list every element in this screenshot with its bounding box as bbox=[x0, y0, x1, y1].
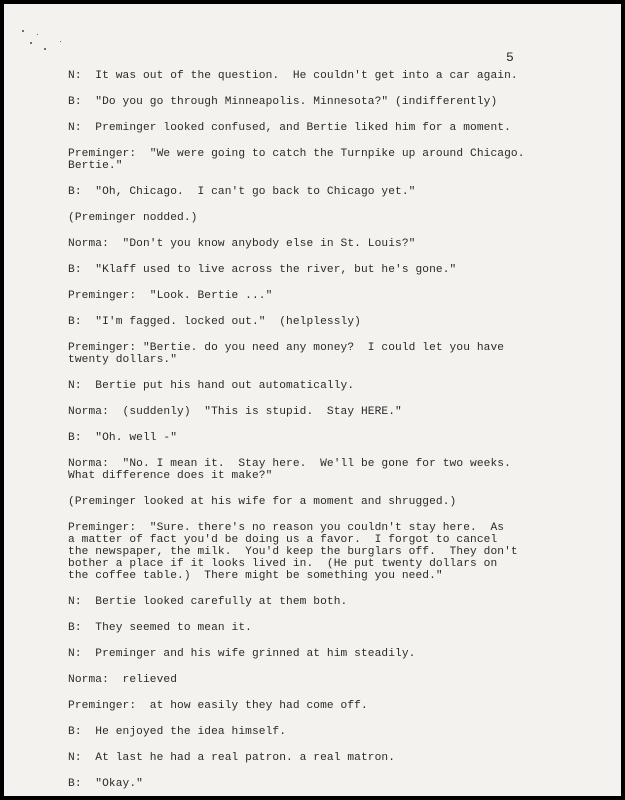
text-line: N: It was out of the question. He couldn't get into a car again. bbox=[68, 70, 518, 82]
text-line: Preminger: "Bertie. do you need any money? I could let you have twenty dollars." bbox=[68, 342, 505, 366]
text-line: Norma: relieved bbox=[68, 674, 178, 686]
text-line: B: "Do you go through Minneapolis. Minnesota?" (indifferently) bbox=[68, 96, 498, 108]
text-line: (Preminger nodded.) bbox=[68, 212, 198, 224]
text-line: B: He enjoyed the idea himself. bbox=[68, 726, 287, 738]
text-line: B: "Oh. well -" bbox=[68, 432, 178, 444]
text-line: B: "I'm fagged. locked out." (helplessly) bbox=[68, 316, 361, 328]
text-line: B: "Klaff used to live across the river, but he's gone." bbox=[68, 264, 457, 276]
ink-speck bbox=[44, 48, 46, 50]
text-line: B: They seemed to mean it. bbox=[68, 622, 252, 634]
manuscript-text bbox=[68, 70, 588, 790]
text-line: (Preminger looked at his wife for a moment and shrugged.) bbox=[68, 496, 457, 508]
text-line: Norma: (suddenly) "This is stupid. Stay HERE." bbox=[68, 406, 402, 418]
ink-speck bbox=[37, 34, 38, 35]
ink-speck bbox=[60, 41, 61, 42]
text-line: Preminger: "Look. Bertie ..." bbox=[68, 290, 273, 302]
ink-speck bbox=[22, 30, 24, 32]
typewritten-page bbox=[4, 4, 621, 796]
text-line: N: Bertie put his hand out automatically. bbox=[68, 380, 355, 392]
text-line: Preminger: at how easily they had come off. bbox=[68, 700, 368, 712]
ink-speck bbox=[30, 42, 32, 44]
text-line: N: Preminger looked confused, and Bertie liked him for a moment. bbox=[68, 122, 511, 134]
text-line: N: Preminger and his wife grinned at him steadily. bbox=[68, 648, 416, 660]
text-line: Norma: "No. I mean it. Stay here. We'll be gone for two weeks. What difference does it make?" bbox=[68, 458, 511, 482]
text-line: N: Bertie looked carefully at them both. bbox=[68, 596, 348, 608]
text-line: Preminger: "We were going to catch the Turnpike up around Chicago. Bertie." bbox=[68, 148, 525, 172]
text-line: B: "Oh, Chicago. I can't go back to Chicago yet." bbox=[68, 186, 416, 198]
text-line: N: At last he had a real patron. a real matron. bbox=[68, 752, 396, 764]
text-line: Preminger: "Sure. there's no reason you couldn't stay here. As a matter of fact you'd be doing us a favor. I forgot to cancel the newspaper, the milk. You'd keep the burglars off. They don't bother a place if it looks lived in. (He put twenty dollars on the coffee table.) There might be something you need." bbox=[68, 522, 518, 582]
text-line: Norma: "Don't you know anybody else in St. Louis?" bbox=[68, 238, 416, 250]
page-number: 5 bbox=[506, 50, 514, 65]
text-line: B: "Okay." bbox=[68, 778, 143, 790]
